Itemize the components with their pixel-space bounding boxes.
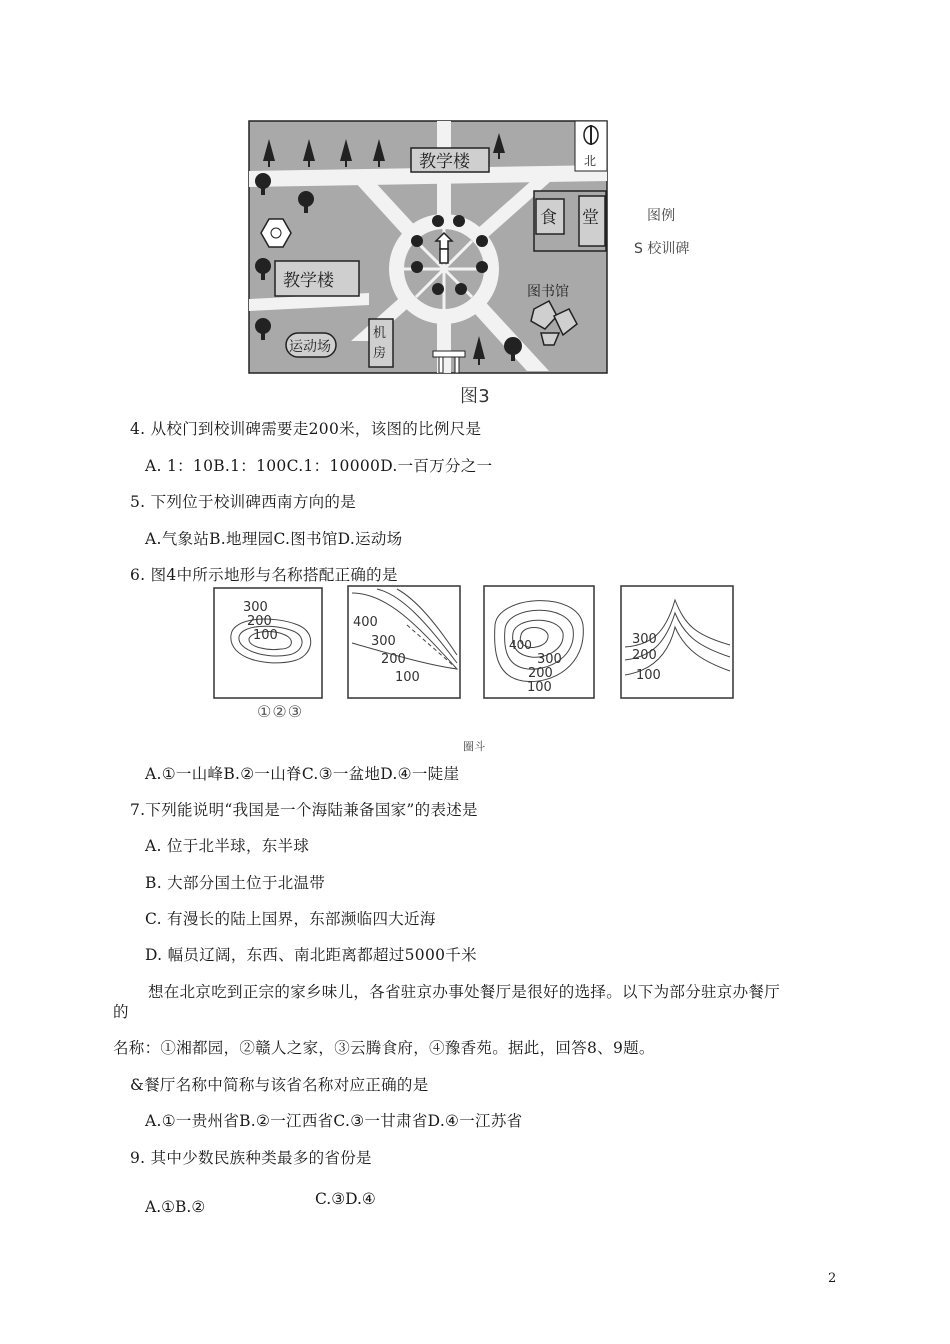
contour-label: 400 <box>353 615 378 630</box>
label-teaching-top: 教学楼 <box>419 152 470 172</box>
label-machine-1: 机 <box>373 326 387 341</box>
q5-options: A.气象站B.地理园C.图书馆D.运动场 <box>145 530 403 548</box>
contour-label: 300 <box>632 632 657 647</box>
figure3-caption: 图3 <box>460 386 491 407</box>
q6-options: A.①一山峰B.②一山脊C.③一盆地D.④一陡崖 <box>145 765 460 783</box>
passage-line-3: 名称：①湘都园，②赣人之家，③云腾食府，④豫香苑。据此，回答8、9题。 <box>113 1039 655 1057</box>
contour-label: 200 <box>632 648 657 663</box>
q9-options-cd: C.③D.④ <box>315 1190 376 1208</box>
q8-stem: &餐厅名称中简称与该省名称对应正确的是 <box>130 1076 429 1094</box>
legend-item: S 校训碑 <box>634 241 690 257</box>
contour-map-4 <box>620 585 734 699</box>
contour-map-2 <box>347 585 461 699</box>
campus-map <box>249 121 607 373</box>
label-canteen-1: 食 <box>540 208 557 228</box>
label-machine-2: 房 <box>373 346 387 361</box>
contour-label: 100 <box>636 668 661 683</box>
contour-label: 300 <box>537 652 562 667</box>
label-sports: 运动场 <box>289 339 331 355</box>
q9-options-cd-clip <box>315 1188 376 1208</box>
q9-options-ab: A.①B.② <box>145 1198 206 1216</box>
contour-map-1 <box>213 587 323 699</box>
label-library: 图书馆 <box>527 284 569 300</box>
q5-stem: 5. 下列位于校训碑西南方向的是 <box>130 493 357 511</box>
contour-label: 300 <box>371 634 396 649</box>
contour-label: 100 <box>395 670 420 685</box>
q9-stem: 9. 其中少数民族种类最多的省份是 <box>130 1149 372 1167</box>
q9-options-ab-clip <box>145 1196 206 1216</box>
label-canteen-2: 堂 <box>582 208 599 228</box>
contour-map-3 <box>483 585 595 699</box>
q6-fig-caption: 圈斗 <box>463 740 486 753</box>
legend-title: 图例 <box>647 208 676 224</box>
q4-options: A. 1：10B.1：100C.1：10000D.一百万分之一 <box>145 457 493 475</box>
contour-label: 200 <box>381 652 406 667</box>
contour-label: 200 <box>247 614 272 629</box>
q7-stem: 7.下列能说明“我国是一个海陆兼备国家”的表述是 <box>130 801 478 819</box>
passage-line-1: 想在北京吃到正宗的家乡味儿，各省驻京办事处餐厅是很好的选择。以下为部分驻京办餐厅 <box>148 983 781 1001</box>
page-number: 2 <box>828 1271 837 1286</box>
passage-line-2: 的 <box>113 1003 129 1021</box>
label-teaching-left: 教学楼 <box>283 271 334 291</box>
contour-label: 100 <box>253 628 278 643</box>
q6-stem: 6. 图4中所示地形与名称搭配正确的是 <box>130 566 398 584</box>
q7-option-a: A. 位于北半球，东半球 <box>145 837 310 855</box>
label-north: 北 <box>584 154 597 168</box>
q6-fig-numbers: ①②③ <box>257 702 304 721</box>
contour-label: 200 <box>528 666 553 681</box>
contour-label: 100 <box>527 680 552 695</box>
q8-options: A.①一贵州省B.②一江西省C.③一甘肃省D.④一江苏省 <box>145 1112 523 1130</box>
q7-option-d: D. 幅员辽阔，东西、南北距离都超过5000千米 <box>145 946 477 964</box>
q7-option-b: B. 大部分国土位于北温带 <box>145 874 326 892</box>
contour-label: 400 <box>509 638 532 652</box>
q7-option-c: C. 有漫长的陆上国界，东部濒临四大近海 <box>145 910 436 928</box>
contour-label: 300 <box>243 600 268 615</box>
q4-stem: 4. 从校门到校训碑需要走200米，该图的比例尺是 <box>130 420 482 438</box>
